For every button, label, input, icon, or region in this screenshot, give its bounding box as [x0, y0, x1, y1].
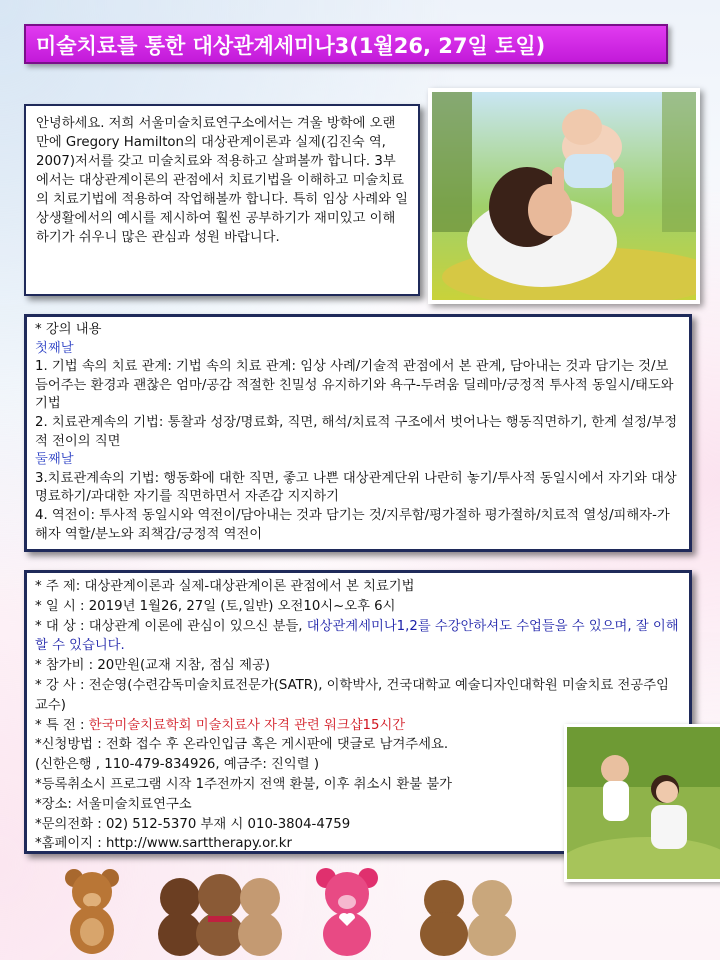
mother-baby-photo — [428, 88, 700, 304]
course-heading: * 강의 내용 — [35, 322, 102, 337]
info-target-highlight: 대상관계세미나1,2를 수강안하셔도 수업들을 수 있으며, 잘 이해할 수 있습니다. — [35, 618, 679, 654]
day1-label: 첫째날 — [35, 340, 74, 356]
info-place: *장소: 서울미술치료연구소 — [35, 796, 192, 812]
info-fee: * 참가비 : 20만원(교재 지참, 점심 제공) — [35, 658, 270, 674]
info-homepage[interactable]: *홈페이지 : http://www.sarttherapy.or.kr — [35, 836, 292, 852]
info-phone: *문의전화 : 02) 512-5370 부재 시 010-3804-4759 — [35, 816, 351, 832]
page-title: 미술치료를 통한 대상관계세미나3(1월26, 27일 토일) — [24, 24, 668, 64]
day2-item-4: 4. 역전이: 투사적 동일시와 역전이/담아내는 것과 담기는 것/지루함/평가절하 평가절하/치료적 열성/피해자-가해자 역할/분노와 죄책감/긍정적 역전이 — [35, 507, 670, 542]
info-bank: (신한은행 , 110-479-834926, 예금주: 진익렬 ) — [35, 757, 320, 773]
info-lecturer: * 강 사 : 전순영(수련감독미술치료전문가(SATR), 이학박사, 건국대학교 예술디자인대학원 미술치료 전공주임교수) — [35, 677, 669, 713]
mother-child-photo — [564, 724, 720, 882]
info-topic: * 주 제: 대상관계이론과 실제-대상관계이론 관점에서 본 치료기법 — [35, 579, 415, 594]
course-content-box — [24, 314, 692, 552]
info-target — [35, 617, 681, 657]
info-special-prefix: * 특 전 : — [35, 717, 89, 733]
day2-label: 둘째날 — [35, 452, 74, 468]
teddy-bear-pair-image — [408, 870, 528, 956]
day1-item-2: 2. 치료관계속의 기법: 통찰과 성장/명료화, 직면, 해석/치료적 구조에서 벗어나는 행동직면하기, 한계 설정/부정적 전이의 직면 — [35, 414, 678, 449]
info-datetime: * 일 시 : 2019년 1월26, 27일 (토,일반) 오전10시~오후 6시 — [35, 598, 396, 614]
teddy-bears-group-image — [150, 868, 290, 958]
info-refund: *등록취소시 프로그램 시작 1주전까지 전액 환불, 이후 취소시 환불 불가 — [35, 776, 453, 792]
day1-item-1: 1. 기법 속의 치료 관계: 기법 속의 치료 관계: 임상 사례/기술적 관점에서 본 관계, 담아내는 것과 담기는 것/보듬어주는 환경과 괜찮은 엄마/공감 적절한 친밀성 유지하기와 욕구-두려움 딜레마/긍정적 투사적 동일시/태도와 기법 — [35, 359, 674, 412]
teddy-bear-image-1 — [60, 866, 124, 956]
pink-teddy-bear-image — [312, 866, 382, 958]
info-target-prefix: * 대 상 : 대상관계 이론에 관심이 있으신 분들, — [35, 618, 307, 634]
info-special-highlight: 한국미술치료학회 미술치료사 자격 관련 워크샵15시간 — [88, 717, 406, 733]
day2-item-3: 3.치료관계속의 기법: 행동화에 대한 직면, 좋고 나쁜 대상관계단위 나란히 놓기/투사적 동일시에서 자기와 대상명료하기/과대한 자기를 직면하면서 자존감 지지하기 — [35, 470, 677, 505]
intro-text-box — [24, 104, 420, 296]
info-apply: *신청방법 : 전화 접수 후 온라인입금 혹은 게시판에 댓글로 남겨주세요. — [35, 737, 449, 753]
intro-text: 안녕하세요. 저희 서울미술치료연구소에서는 겨울 방학에 오랜만에 Gregory Hamilton의 대상관계이론과 실제(김진숙 역, 2007)저서를 갖고 미술치료와 적용하고 살펴볼까 합니다. 3부에서는 대상관계이론의 관점에서 치료기법을 이해하고 미술치료의 치료기법에 적용하여 작업해볼까 합니다. 특히 임상 사례와 일상생활에서의 예시를 제시하여 훨씬 공부하기가 재미있고 이해하기가 쉬우니 많은 관심과 성원 바랍니다. — [36, 116, 409, 245]
